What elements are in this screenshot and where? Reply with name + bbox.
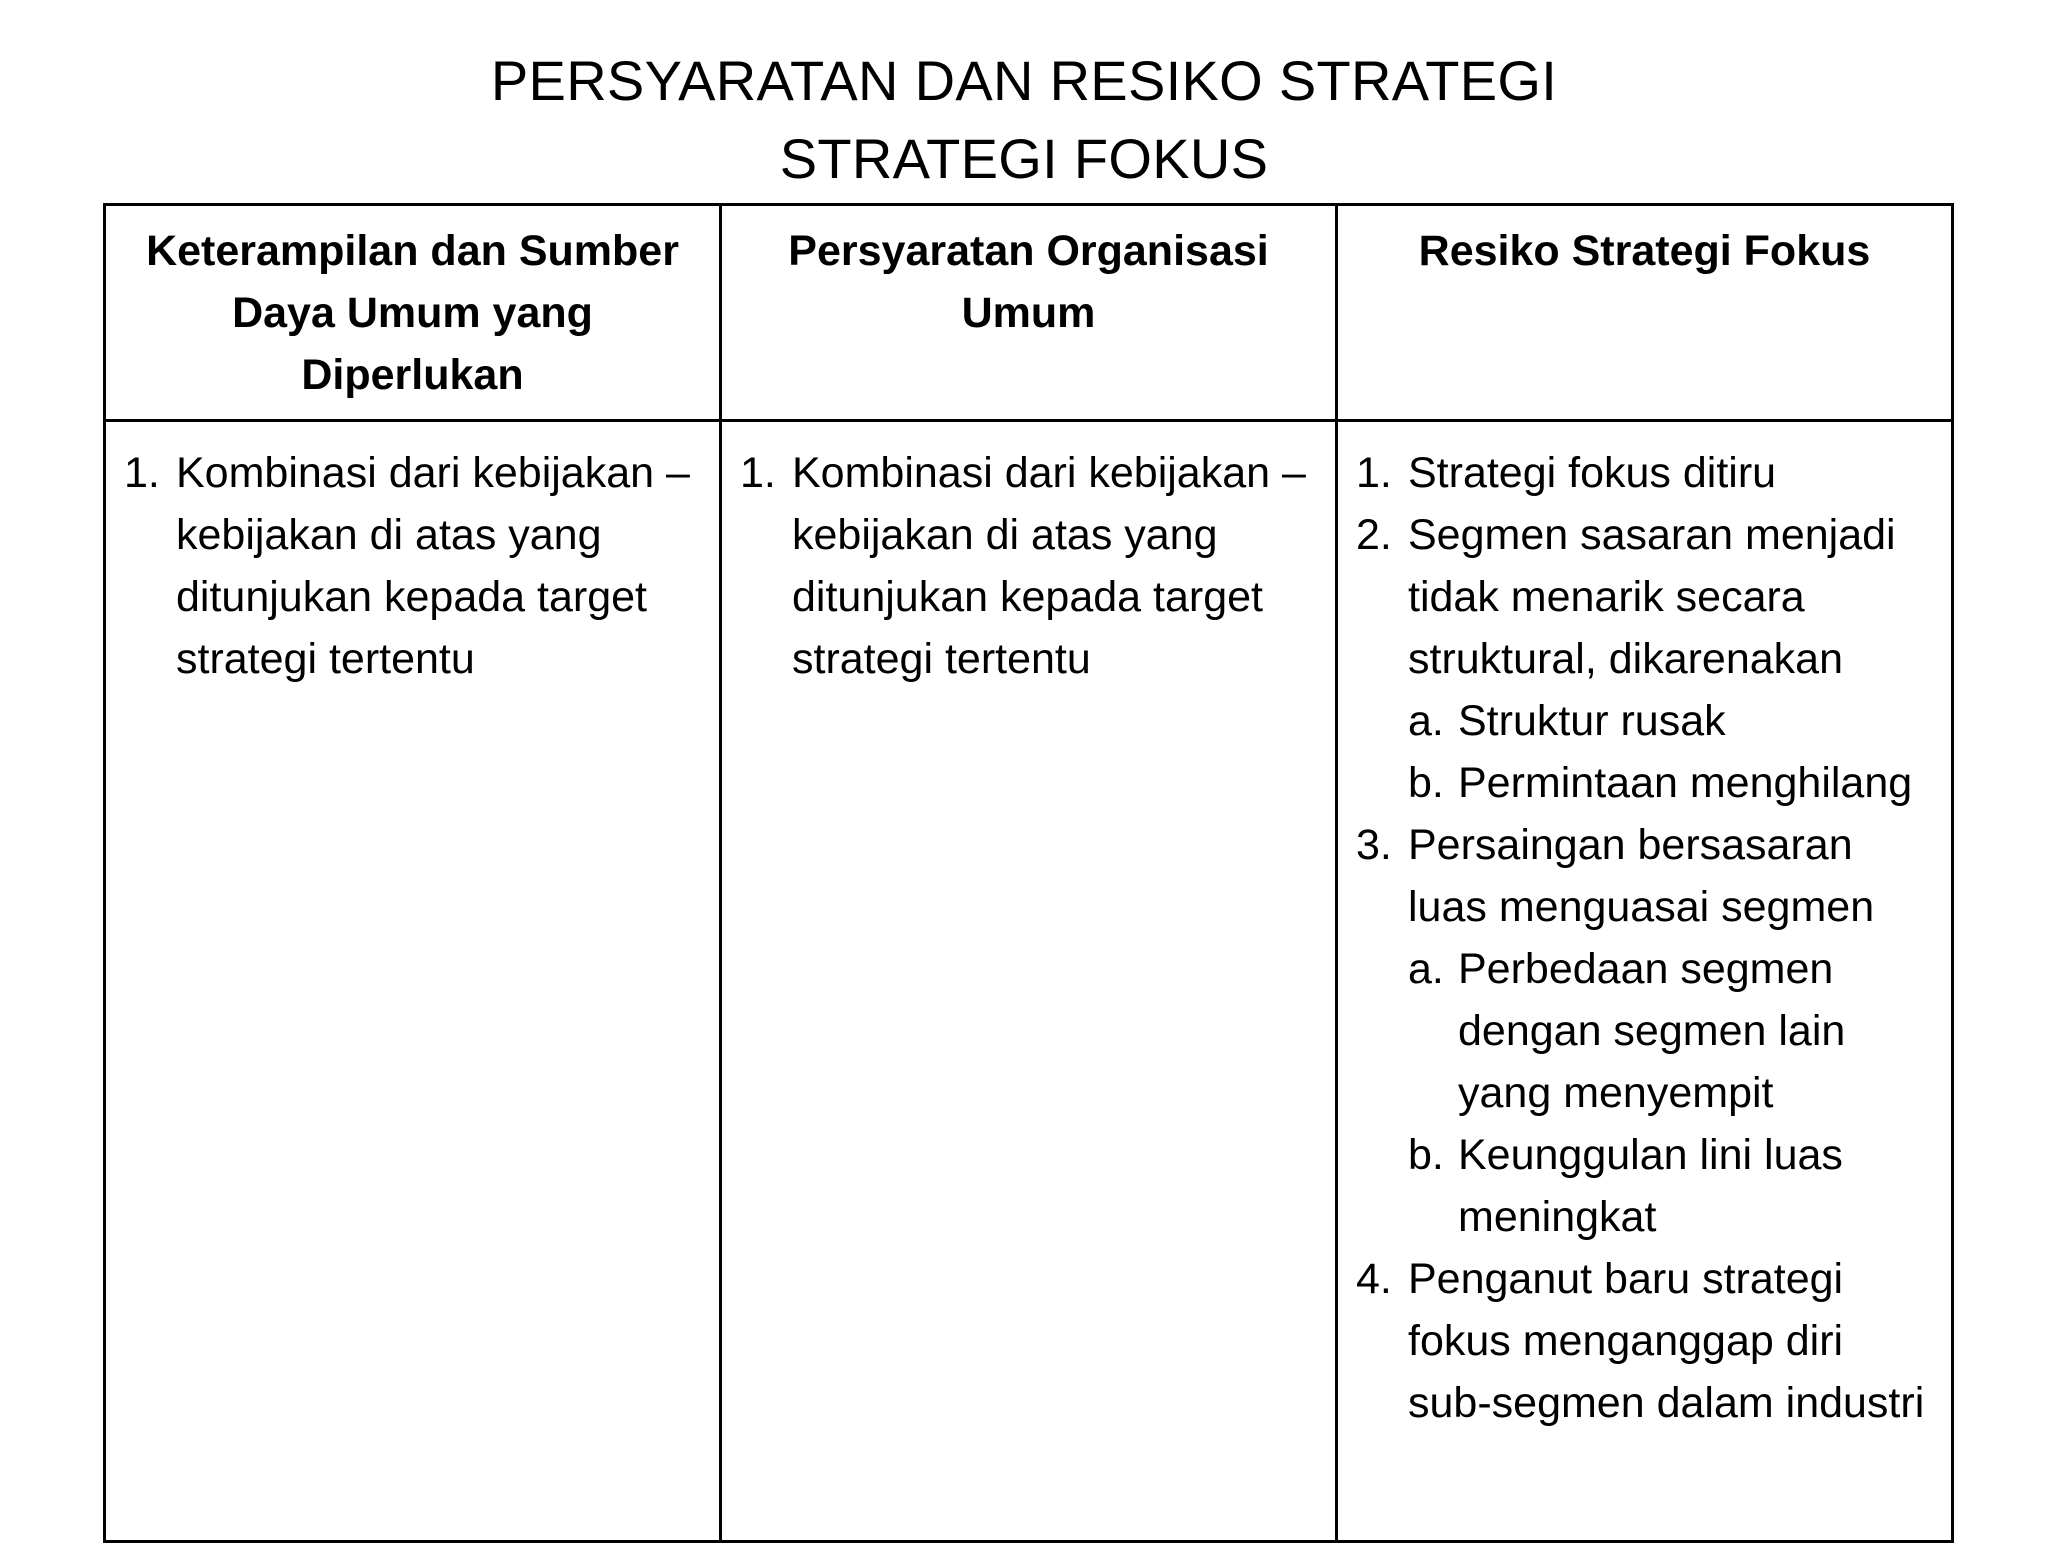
sub-list-item-letter: b. [1408,1131,1444,1179]
strategy-table-container [103,203,1951,1543]
list-item [124,442,701,690]
sub-list-item-text: Struktur rusak [1458,697,1726,745]
sub-list-item-letter: a. [1408,697,1444,745]
sub-list-item [1356,1124,1933,1248]
list-item-number: 3. [1356,821,1392,869]
sub-list-item-letter: b. [1408,759,1444,807]
list-item [1356,814,1933,938]
slide-title [0,42,2048,198]
list-item-number: 1. [1356,449,1392,497]
sub-list-item-letter: a. [1408,945,1444,993]
header-skills-resources: Keterampilan dan Sumber Daya Umum yang Diperlukan [105,205,721,421]
list-item-number: 2. [1356,511,1392,559]
list-item-text: Penganut baru strategi fokus menganggap diri sub-segmen dalam industri [1408,1255,1925,1427]
list-item [1356,504,1933,690]
sub-list-item-text: Perbedaan segmen dengan segmen lain yang menyempit [1458,945,1846,1117]
header-focus-strategy-risks: Resiko Strategi Fokus [1337,205,1953,421]
header-organization-requirements: Persyaratan Organisasi Umum [721,205,1337,421]
list-item-text: Kombinasi dari kebijakan – kebijakan di atas yang ditunjukan kepada target strategi tertentu [792,449,1306,683]
list-item [740,442,1317,690]
list-item-number: 1. [740,449,776,497]
cell-skills-resources [105,421,721,1542]
sub-list-item [1356,752,1933,814]
sub-list-item [1356,690,1933,752]
list-item-text: Persaingan bersasaran luas menguasai segmen [1408,821,1875,931]
sub-list-item [1356,938,1933,1124]
list-item-text: Segmen sasaran menjadi tidak menarik secara struktural, dikarenakan [1408,511,1896,683]
list-item-text: Strategi fokus ditiru [1408,449,1777,497]
list-item-number: 1. [124,449,160,497]
sub-list-item-text: Permintaan menghilang [1458,759,1913,807]
cell-organization-requirements [721,421,1337,1542]
table-header-row [105,205,1953,421]
list-item [1356,1248,1933,1434]
sub-list-item-text: Keunggulan lini luas meningkat [1458,1131,1843,1241]
slide-title-line-2: STRATEGI FOKUS [779,127,1269,190]
cell-focus-strategy-risks [1337,421,1953,1542]
list-item-text: Kombinasi dari kebijakan – kebijakan di atas yang ditunjukan kepada target strategi tertentu [176,449,690,683]
slide-title-line-1: PERSYARATAN DAN RESIKO STRATEGI [490,49,1558,112]
strategy-table [103,203,1954,1543]
list-item-number: 4. [1356,1255,1392,1303]
list-item [1356,442,1933,504]
table-row [105,421,1953,1542]
